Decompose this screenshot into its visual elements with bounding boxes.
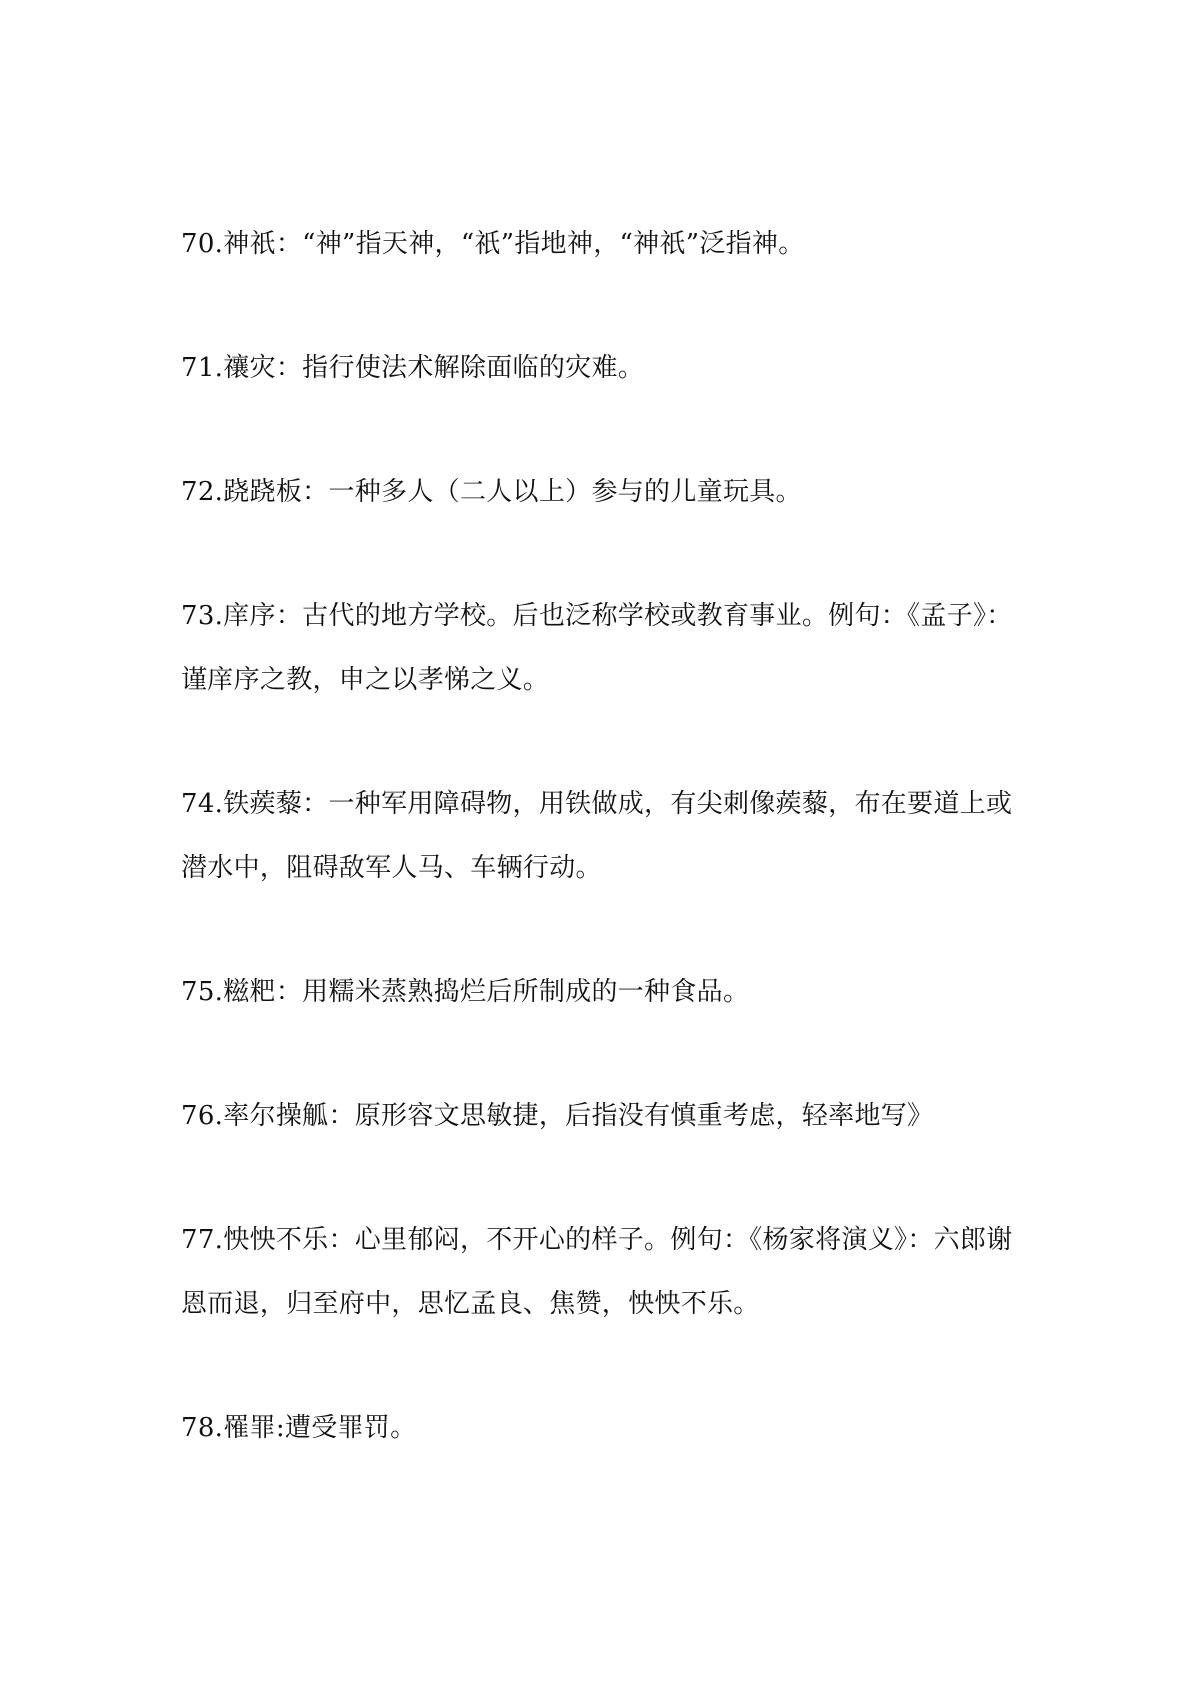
- entry-line: 73.庠序：古代的地方学校。后也泛称学校或教育事业。例句：《孟子》：: [181, 601, 1013, 631]
- glossary-entry-72: [181, 460, 1021, 524]
- glossary-entry-76: [181, 1084, 1021, 1148]
- entry-line: 77.怏怏不乐：心里郁闷，不开心的样子。例句：《杨家将演义》：六郎谢: [181, 1225, 1013, 1255]
- glossary-entry-74: [181, 772, 1021, 900]
- entry-line: 恩而退，归至府中，思忆孟良、焦赞，怏怏不乐。: [181, 1289, 760, 1319]
- entry-line: 71.禳灾：指行使法术解除面临的灾难。: [181, 353, 645, 383]
- entry-line: 72.跷跷板：一种多人（二人以上）参与的儿童玩具。: [181, 477, 802, 507]
- entry-line: 70.神祇：“神”指天神，“祇”指地神，“神祇”泛指神。: [181, 229, 805, 259]
- entry-line: 78.罹罪:遭受罪罚。: [181, 1413, 417, 1443]
- entry-line: 76.率尔操觚：原形容文思敏捷，后指没有慎重考虑，轻率地写》: [181, 1101, 934, 1131]
- glossary-entries: [181, 212, 1021, 1460]
- glossary-entry-73: [181, 584, 1021, 712]
- glossary-entry-75: [181, 960, 1021, 1024]
- entry-line: 潜水中，阻碍敌军人马、车辆行动。: [181, 853, 602, 883]
- glossary-entry-71: [181, 336, 1021, 400]
- glossary-entry-70: [181, 212, 1021, 276]
- glossary-entry-78: [181, 1396, 1021, 1460]
- entry-line: 谨庠序之教，申之以孝悌之义。: [181, 665, 550, 695]
- entry-line: 74.铁蒺藜：一种军用障碍物，用铁做成，有尖刺像蒺藜，布在要道上或: [181, 789, 1013, 819]
- glossary-entry-77: [181, 1208, 1021, 1336]
- entry-line: 75.糍粑：用糯米蒸熟捣烂后所制成的一种食品。: [181, 977, 750, 1007]
